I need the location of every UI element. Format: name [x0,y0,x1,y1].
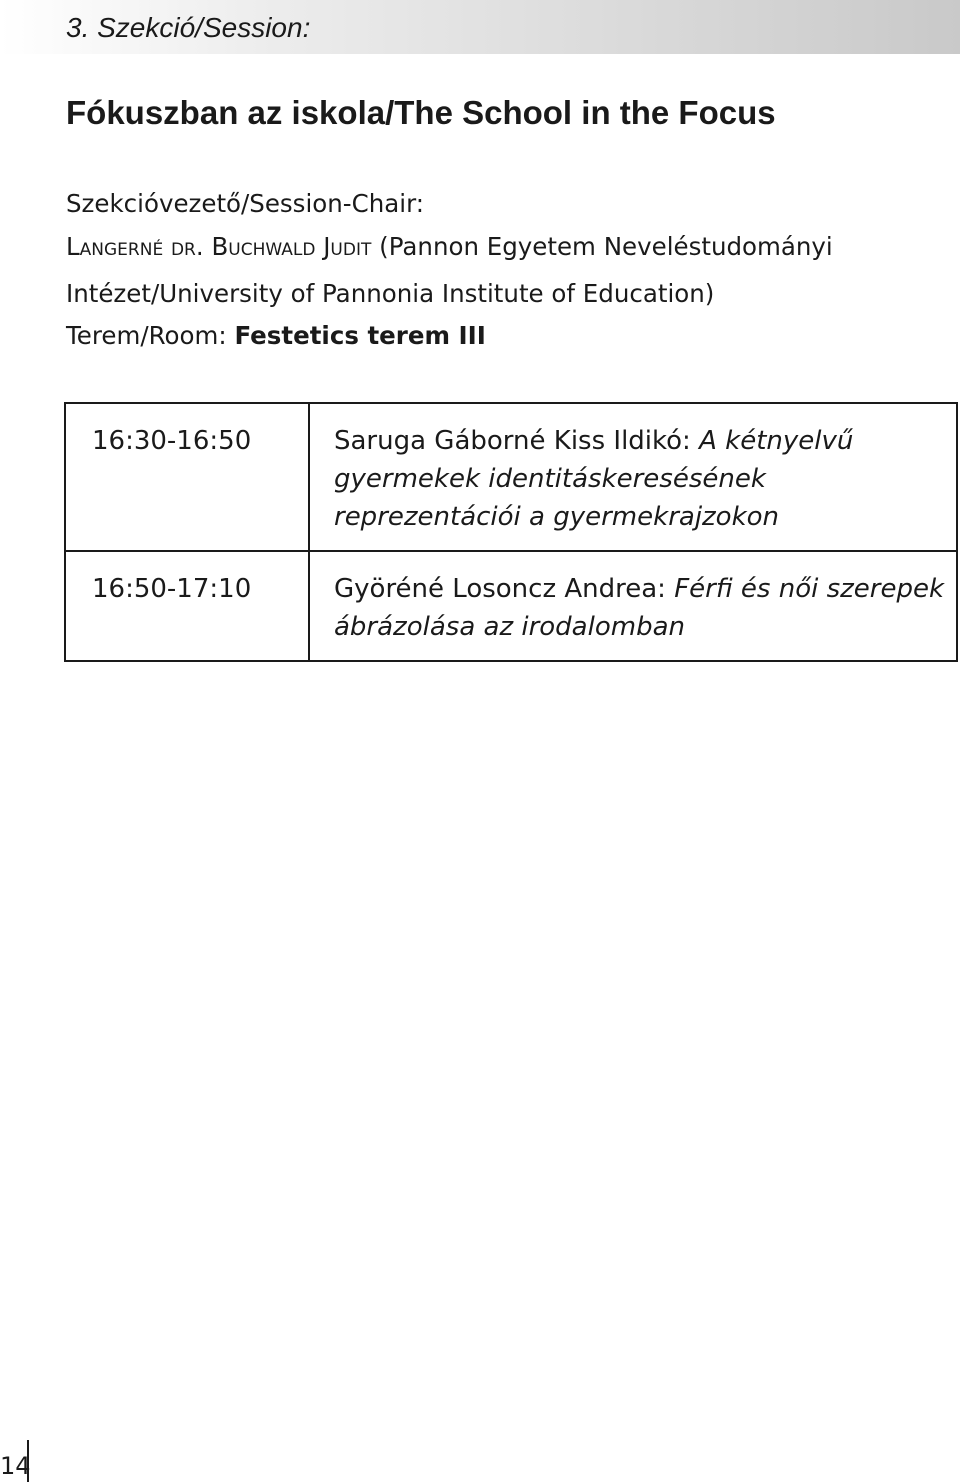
schedule-row [65,551,957,661]
talk-title: A kétnyelvű gyermekek identitáskeresésének reprezentációi a gyermekrajzokon [334,426,854,532]
session-title: Fókuszban az iskola/The School in the Focus [66,94,776,131]
chair-line [66,232,833,262]
schedule-table [64,402,958,662]
schedule-time: 16:30-16:50 [65,403,309,551]
schedule-talk [309,403,957,551]
room-label: Terem/Room: [66,321,227,350]
session-label: 3. Szekció/Session: [66,12,311,43]
talk-title: Férfi és női szerepek ábrázolása az irodalomban [334,574,945,642]
schedule-talk [309,551,957,661]
schedule-time: 16:50-17:10 [65,551,309,661]
chair-affiliation-end: Intézet/University of Pannonia Institute of Education) [66,279,715,308]
room-line [66,321,486,351]
chair-name: Langerné dr. Buchwald Judit [66,232,372,261]
chair-affiliation-start: (Pannon Egyetem Neveléstudományi [379,232,833,261]
schedule-row [65,403,957,551]
page-number: 14 [0,1452,31,1480]
chair-label: Szekcióvezető/Session-Chair: [66,189,424,218]
talk-presenter: Saruga Gáborné Kiss Ildikó: [334,426,691,456]
talk-presenter: Györéné Losoncz Andrea: [334,574,666,604]
room-name: Festetics terem III [234,321,486,350]
